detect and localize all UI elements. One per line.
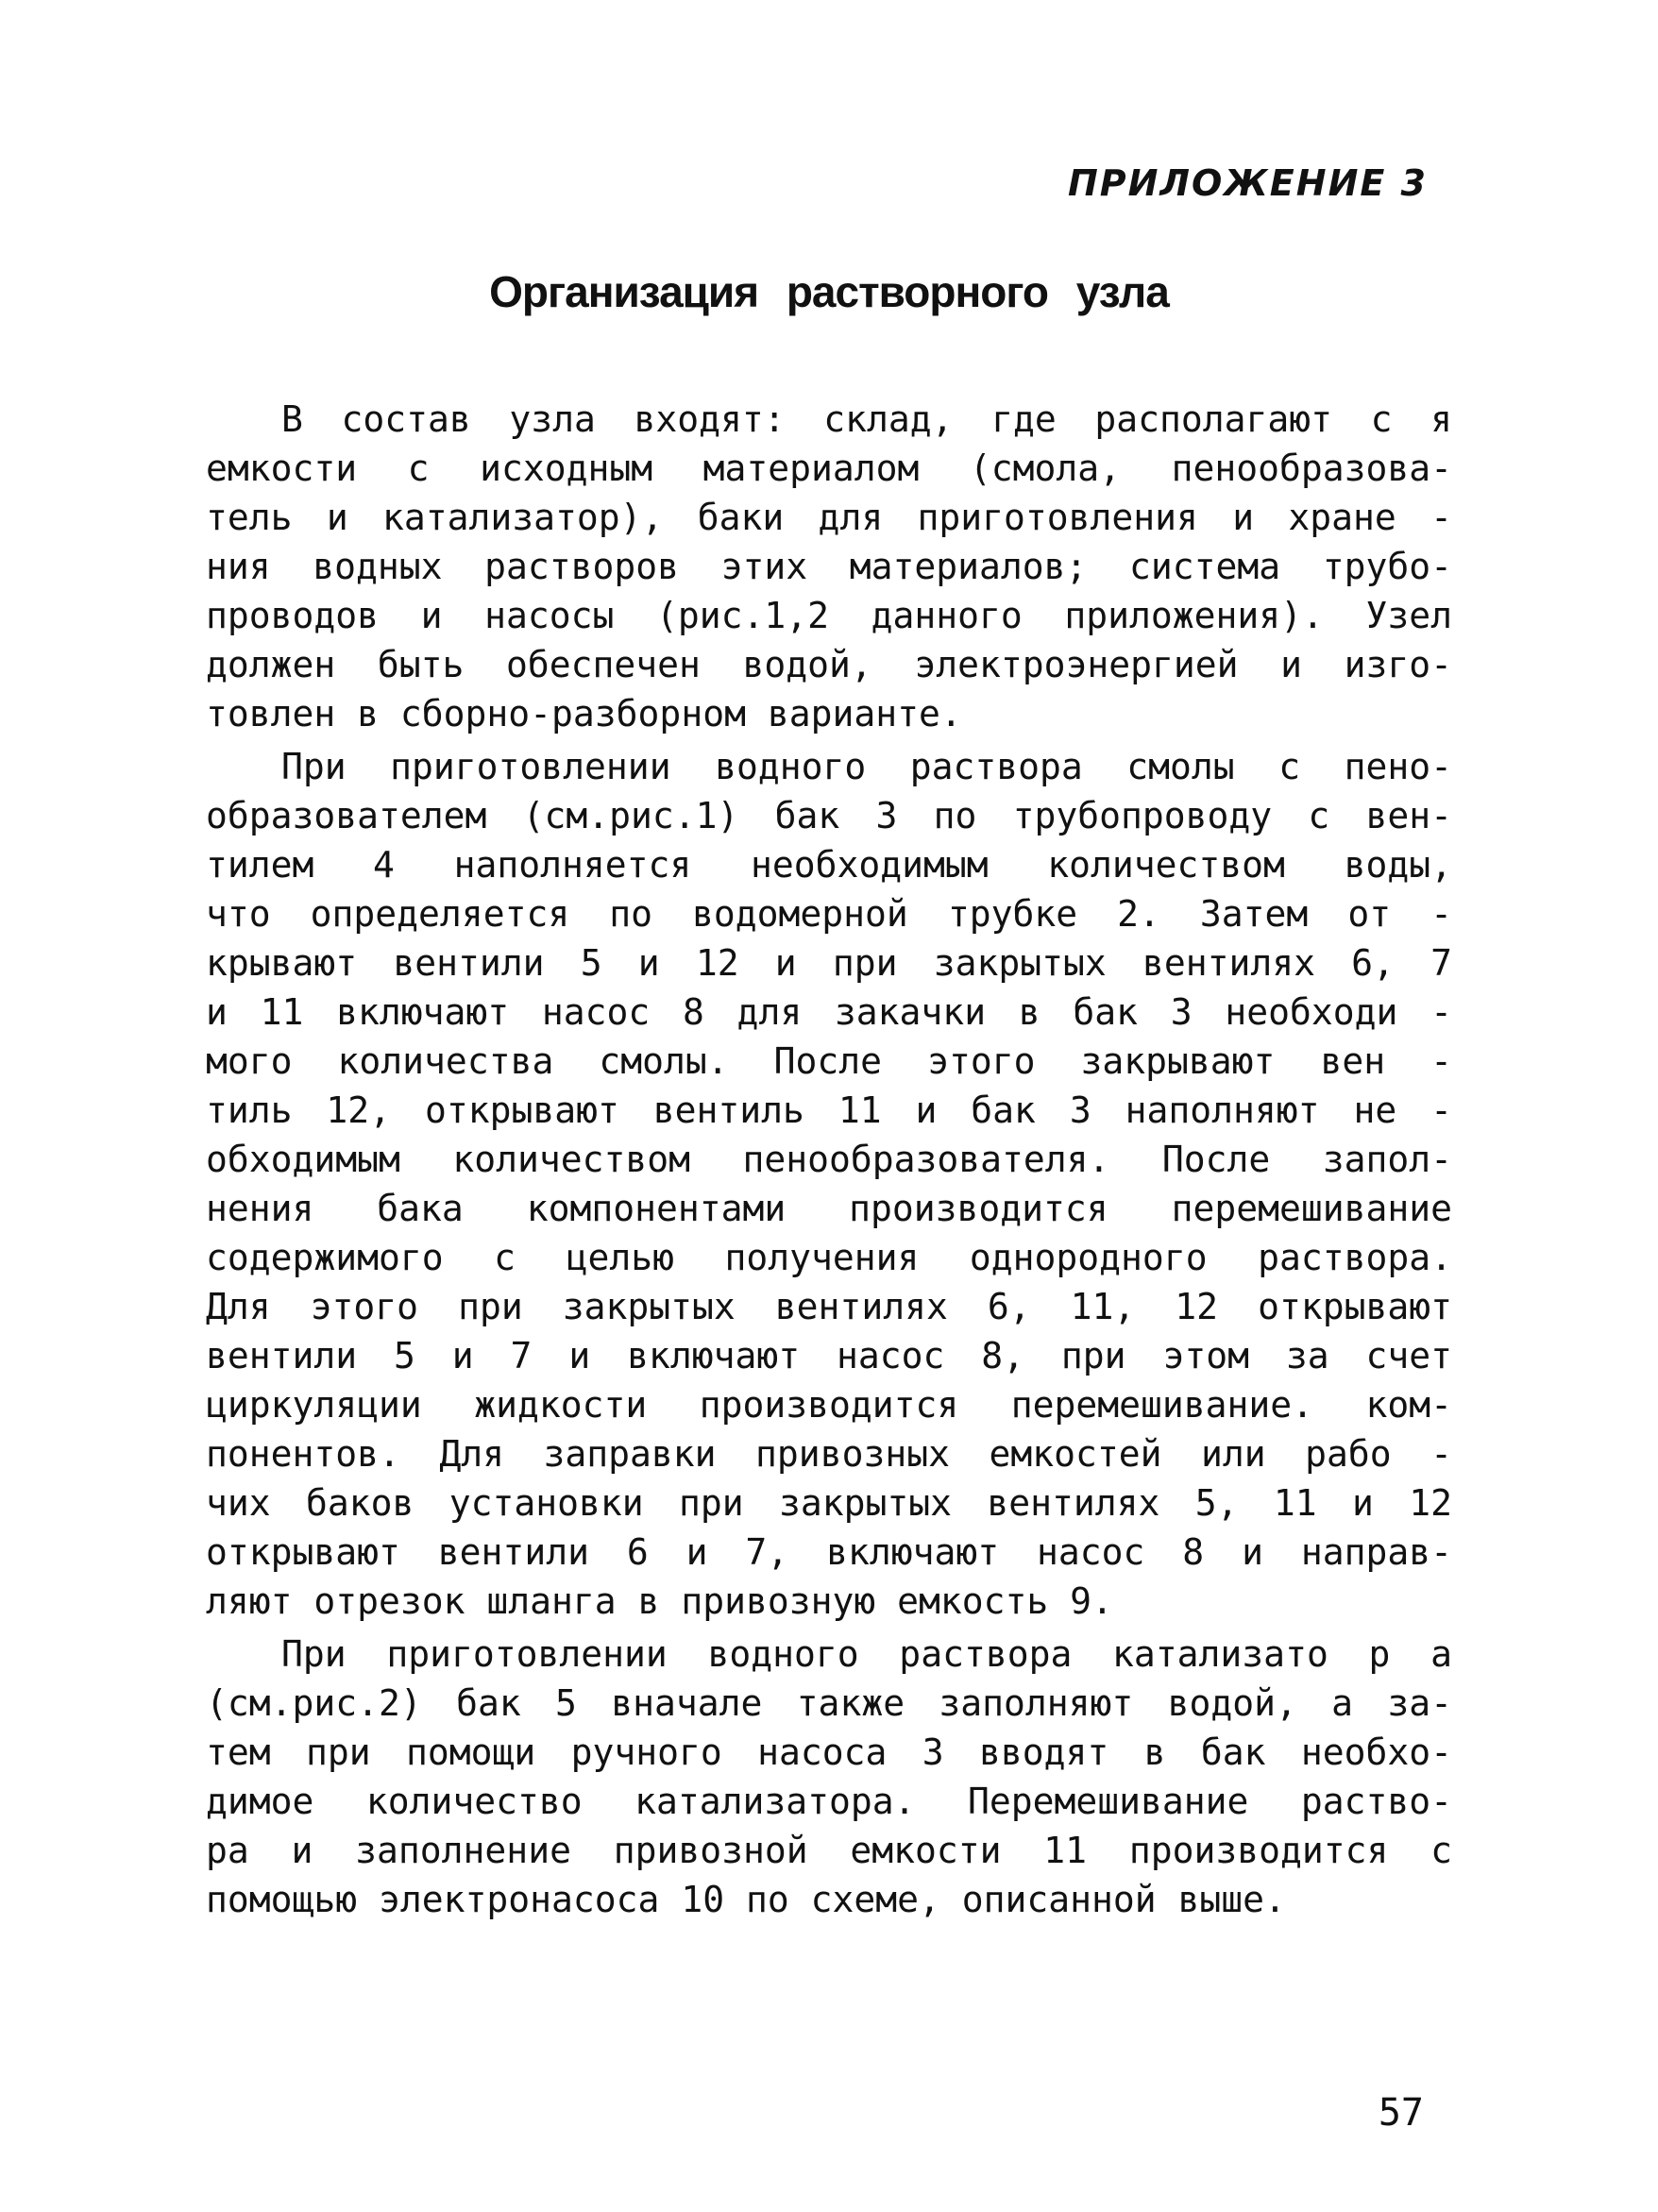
text-line: При приготовлении водного раствора смолы с пено- bbox=[281, 746, 1452, 787]
text-line: проводов и насосы (рис.1,2 данного приложения). Узел bbox=[206, 595, 1452, 636]
appendix-label: ПРИЛОЖЕНИЕ 3 bbox=[1067, 162, 1428, 204]
text-line: тилем 4 наполняется необходимым количеством воды, bbox=[206, 844, 1452, 886]
text-line: открывают вентили 6 и 7, включают насос 8 и направ- bbox=[206, 1531, 1452, 1573]
section-title: Организация растворного узла bbox=[489, 267, 1169, 316]
text-line: что определяется по водомерной трубке 2. Затем от - bbox=[206, 893, 1452, 935]
text-line: содержимого с целью получения однородного раствора. bbox=[206, 1237, 1452, 1278]
text-line: циркуляции жидкости производится перемешивание. ком- bbox=[206, 1384, 1452, 1426]
text-line: ра и заполнение привозной емкости 11 производится с bbox=[206, 1830, 1452, 1871]
body-text bbox=[206, 395, 1452, 1928]
text-line: вентили 5 и 7 и включают насос 8, при этом за счет bbox=[206, 1335, 1452, 1376]
text-line: тель и катализатор), баки для приготовления и хране - bbox=[206, 497, 1452, 538]
text-line: товлен в сборно-разборном варианте. bbox=[206, 693, 962, 735]
page-number: 57 bbox=[1378, 2091, 1424, 2135]
text-line: чих баков установки при закрытых вентилях 5, 11 и 12 bbox=[206, 1482, 1452, 1524]
text-line: и 11 включают насос 8 для закачки в бак 3 необходи - bbox=[206, 991, 1452, 1033]
text-line: димое количество катализатора. Перемешивание раство- bbox=[206, 1781, 1452, 1822]
text-line: помощью электронасоса 10 по схеме, описанной выше. bbox=[206, 1879, 1286, 1920]
text-line: тем при помощи ручного насоса 3 вводят в бак необхо- bbox=[206, 1731, 1452, 1773]
text-line: обходимым количеством пенообразователя. После запол- bbox=[206, 1139, 1452, 1180]
text-line: образователем (см.рис.1) бак 3 по трубопроводу с вен- bbox=[206, 795, 1452, 836]
text-line: ляют отрезок шланга в привозную емкость 9. bbox=[206, 1580, 1113, 1622]
text-line: понентов. Для заправки привозных емкостей или рабо - bbox=[206, 1433, 1452, 1475]
text-line: нения бака компонентами производится перемешивание bbox=[206, 1188, 1452, 1229]
text-line: должен быть обеспечен водой, электроэнергией и изго- bbox=[206, 644, 1452, 685]
text-line: (см.рис.2) бак 5 вначале также заполняют водой, а за- bbox=[206, 1682, 1452, 1724]
text-line: мого количества смолы. После этого закрывают вен - bbox=[206, 1040, 1452, 1082]
paragraph-1 bbox=[206, 395, 1452, 738]
text-line: В состав узла входят: склад, где располагают с я bbox=[281, 398, 1452, 440]
text-line: Для этого при закрытых вентилях 6, 11, 12 открывают bbox=[206, 1286, 1452, 1327]
text-line: крывают вентили 5 и 12 и при закрытых вентилях 6, 7 bbox=[206, 942, 1452, 984]
paragraph-3 bbox=[206, 1629, 1452, 1924]
paragraph-2 bbox=[206, 742, 1452, 1626]
text-line: ния водных растворов этих материалов; система трубо- bbox=[206, 546, 1452, 587]
text-line: При приготовлении водного раствора катализато р а bbox=[281, 1633, 1452, 1675]
text-line: емкости с исходным материалом (смола, пенообразова- bbox=[206, 447, 1452, 489]
text-line: тиль 12, открывают вентиль 11 и бак 3 наполняют не - bbox=[206, 1089, 1452, 1131]
